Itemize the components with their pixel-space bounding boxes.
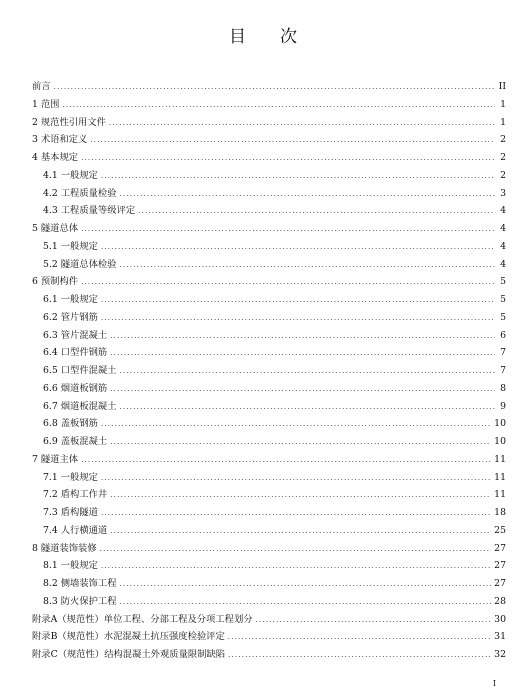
toc-leader-dots <box>54 79 495 97</box>
toc-entry-label: 4.2 工程质量检验 <box>43 187 117 199</box>
title-char-1: 目 <box>229 27 246 47</box>
toc-entry-page: 6 <box>500 329 506 341</box>
toc-entry-label: 附录C（规范性）结构混凝土外观质量限制缺陷 <box>32 649 226 660</box>
toc-entry-page: 7 <box>500 347 506 359</box>
toc-leader-dots <box>120 399 495 417</box>
toc-leader-dots <box>90 132 495 150</box>
toc-entry-label: 4.3 工程质量等级评定 <box>43 205 136 217</box>
toc-entry-label: 8.3 防火保护工程 <box>43 595 117 607</box>
toc-entry-label: 6.5 口型件混凝土 <box>43 365 117 376</box>
toc-entry-label: 6.3 管片混凝土 <box>43 329 108 341</box>
table-of-contents <box>32 78 506 664</box>
toc-leader-dots <box>120 594 492 612</box>
toc-entry-page: 30 <box>494 613 506 625</box>
toc-leader-dots <box>120 186 495 204</box>
toc-entry[interactable] <box>32 185 506 203</box>
toc-entry[interactable] <box>32 504 506 522</box>
toc-entry-label: 6.6 烟道板钢筋 <box>43 382 108 394</box>
toc-entry-page: 5 <box>500 276 506 288</box>
toc-entry[interactable] <box>32 238 506 256</box>
toc-entry-page: 28 <box>494 595 506 607</box>
toc-entry-label: 6.9 盖板混凝土 <box>43 436 108 447</box>
toc-entry-label: 6.2 管片钢筋 <box>43 311 98 323</box>
toc-entry-label: 6.4 口型件钢筋 <box>43 347 108 359</box>
toc-entry-label: 7.4 人行横通道 <box>43 524 108 536</box>
toc-entry[interactable] <box>32 611 506 629</box>
toc-entry-label: 7.3 盾构隧道 <box>43 507 98 518</box>
toc-leader-dots <box>101 310 495 328</box>
toc-entry-label: 7.1 一般规定 <box>43 471 98 483</box>
toc-entry-label: 8.1 一般规定 <box>43 560 98 572</box>
toc-entry[interactable] <box>32 469 506 487</box>
page-title <box>0 22 526 47</box>
page-number: I <box>492 679 496 688</box>
toc-entry-page: II <box>498 81 506 92</box>
toc-entry[interactable] <box>32 646 506 664</box>
toc-entry-page: 32 <box>494 649 506 660</box>
toc-entry[interactable] <box>32 149 506 167</box>
toc-leader-dots <box>81 221 495 239</box>
toc-entry-page: 11 <box>494 471 506 483</box>
toc-entry-label: 前言 <box>32 81 51 92</box>
toc-leader-dots <box>81 274 495 292</box>
toc-entry[interactable] <box>32 273 506 291</box>
toc-leader-dots <box>228 647 491 665</box>
toc-leader-dots <box>109 115 495 133</box>
toc-entry-label: 5.2 隧道总体检验 <box>43 258 117 270</box>
toc-entry-label: 6.1 一般规定 <box>43 294 98 305</box>
toc-leader-dots <box>81 452 491 470</box>
toc-entry-label: 4.1 一般规定 <box>43 169 98 181</box>
toc-entry[interactable] <box>32 380 506 398</box>
toc-entry-label: 1 范围 <box>32 98 60 110</box>
toc-entry-page: 10 <box>494 418 506 430</box>
toc-entry-page: 5 <box>500 311 506 323</box>
toc-entry[interactable] <box>32 628 506 646</box>
toc-entry-label: 附录A（规范性）单位工程、分部工程及分项工程划分 <box>32 613 253 625</box>
toc-entry-page: 7 <box>500 365 506 376</box>
toc-entry[interactable] <box>32 557 506 575</box>
toc-entry-page: 27 <box>494 542 506 554</box>
toc-entry[interactable] <box>32 220 506 238</box>
toc-entry[interactable] <box>32 96 506 114</box>
toc-entry[interactable] <box>32 362 506 380</box>
toc-leader-dots <box>101 292 495 310</box>
toc-leader-dots <box>100 541 492 559</box>
toc-entry-page: 11 <box>494 453 506 465</box>
toc-entry-page: 27 <box>494 560 506 572</box>
toc-entry[interactable] <box>32 167 506 185</box>
toc-entry-page: 5 <box>500 294 506 305</box>
toc-entry[interactable] <box>32 114 506 132</box>
toc-leader-dots <box>101 416 491 434</box>
toc-entry-label: 8.2 侧墙装饰工程 <box>43 578 117 589</box>
toc-leader-dots <box>120 576 492 594</box>
toc-leader-dots <box>81 150 495 168</box>
toc-entry-label: 6.8 盖板钢筋 <box>43 418 98 430</box>
toc-entry-page: 4 <box>500 258 506 270</box>
toc-entry[interactable] <box>32 415 506 433</box>
toc-entry[interactable] <box>32 540 506 558</box>
toc-entry-label: 5 隧道总体 <box>32 223 79 234</box>
toc-entry[interactable] <box>32 486 506 504</box>
toc-entry-page: 27 <box>494 578 506 589</box>
toc-leader-dots <box>228 629 491 647</box>
toc-leader-dots <box>110 487 491 505</box>
toc-entry-page: 18 <box>494 507 506 518</box>
toc-leader-dots <box>120 363 495 381</box>
toc-entry[interactable] <box>32 202 506 220</box>
toc-entry-page: 4 <box>500 205 506 217</box>
toc-leader-dots <box>101 558 491 576</box>
toc-leader-dots <box>110 381 495 399</box>
toc-leader-dots <box>62 97 495 115</box>
toc-entry-label: 7 隧道主体 <box>32 453 79 465</box>
toc-leader-dots <box>101 505 491 523</box>
toc-entry-label: 5.1 一般规定 <box>43 240 98 252</box>
toc-leader-dots <box>110 523 491 541</box>
toc-entry[interactable] <box>32 398 506 416</box>
toc-entry[interactable] <box>32 291 506 309</box>
toc-entry-label: 3 术语和定义 <box>32 134 88 146</box>
toc-leader-dots <box>120 257 495 275</box>
toc-entry[interactable] <box>32 344 506 362</box>
toc-entry[interactable] <box>32 78 506 96</box>
toc-entry-label: 8 隧道装饰装修 <box>32 542 97 554</box>
toc-entry[interactable] <box>32 451 506 469</box>
toc-leader-dots <box>110 345 495 363</box>
toc-entry[interactable] <box>32 522 506 540</box>
toc-entry-page: 1 <box>500 116 506 128</box>
toc-entry-label: 6.7 烟道板混凝土 <box>43 400 117 412</box>
toc-entry-label: 4 基本规定 <box>32 152 79 163</box>
toc-entry-label: 7.2 盾构工作井 <box>43 489 108 501</box>
toc-entry-page: 2 <box>500 152 506 163</box>
toc-entry[interactable] <box>32 309 506 327</box>
toc-entry[interactable] <box>32 575 506 593</box>
toc-leader-dots <box>101 168 495 186</box>
toc-entry[interactable] <box>32 327 506 345</box>
toc-entry[interactable] <box>32 256 506 274</box>
toc-leader-dots <box>138 203 495 221</box>
toc-entry-page: 25 <box>494 524 506 536</box>
toc-entry-page: 8 <box>500 382 506 394</box>
toc-leader-dots <box>256 612 492 630</box>
toc-entry-page: 2 <box>500 134 506 146</box>
toc-leader-dots <box>110 434 491 452</box>
toc-leader-dots <box>110 328 495 346</box>
toc-entry-label: 6 预制构件 <box>32 276 79 288</box>
toc-leader-dots <box>101 470 491 488</box>
toc-entry-label: 2 规范性引用文件 <box>32 116 106 128</box>
toc-leader-dots <box>101 239 495 257</box>
toc-entry[interactable] <box>32 131 506 149</box>
toc-entry-page: 1 <box>500 98 506 110</box>
toc-entry-page: 3 <box>500 187 506 199</box>
toc-entry-label: 附录B（规范性）水泥混凝土抗压强度检验评定 <box>32 631 225 643</box>
toc-entry-page: 10 <box>494 436 506 447</box>
toc-entry-page: 9 <box>500 400 506 412</box>
toc-entry[interactable] <box>32 593 506 611</box>
toc-entry-page: 11 <box>494 489 506 501</box>
toc-entry-page: 4 <box>500 240 506 252</box>
title-char-2: 次 <box>280 27 297 47</box>
toc-entry-page: 31 <box>494 631 506 643</box>
toc-entry-page: 4 <box>500 223 506 234</box>
toc-entry[interactable] <box>32 433 506 451</box>
toc-entry-page: 2 <box>500 169 506 181</box>
